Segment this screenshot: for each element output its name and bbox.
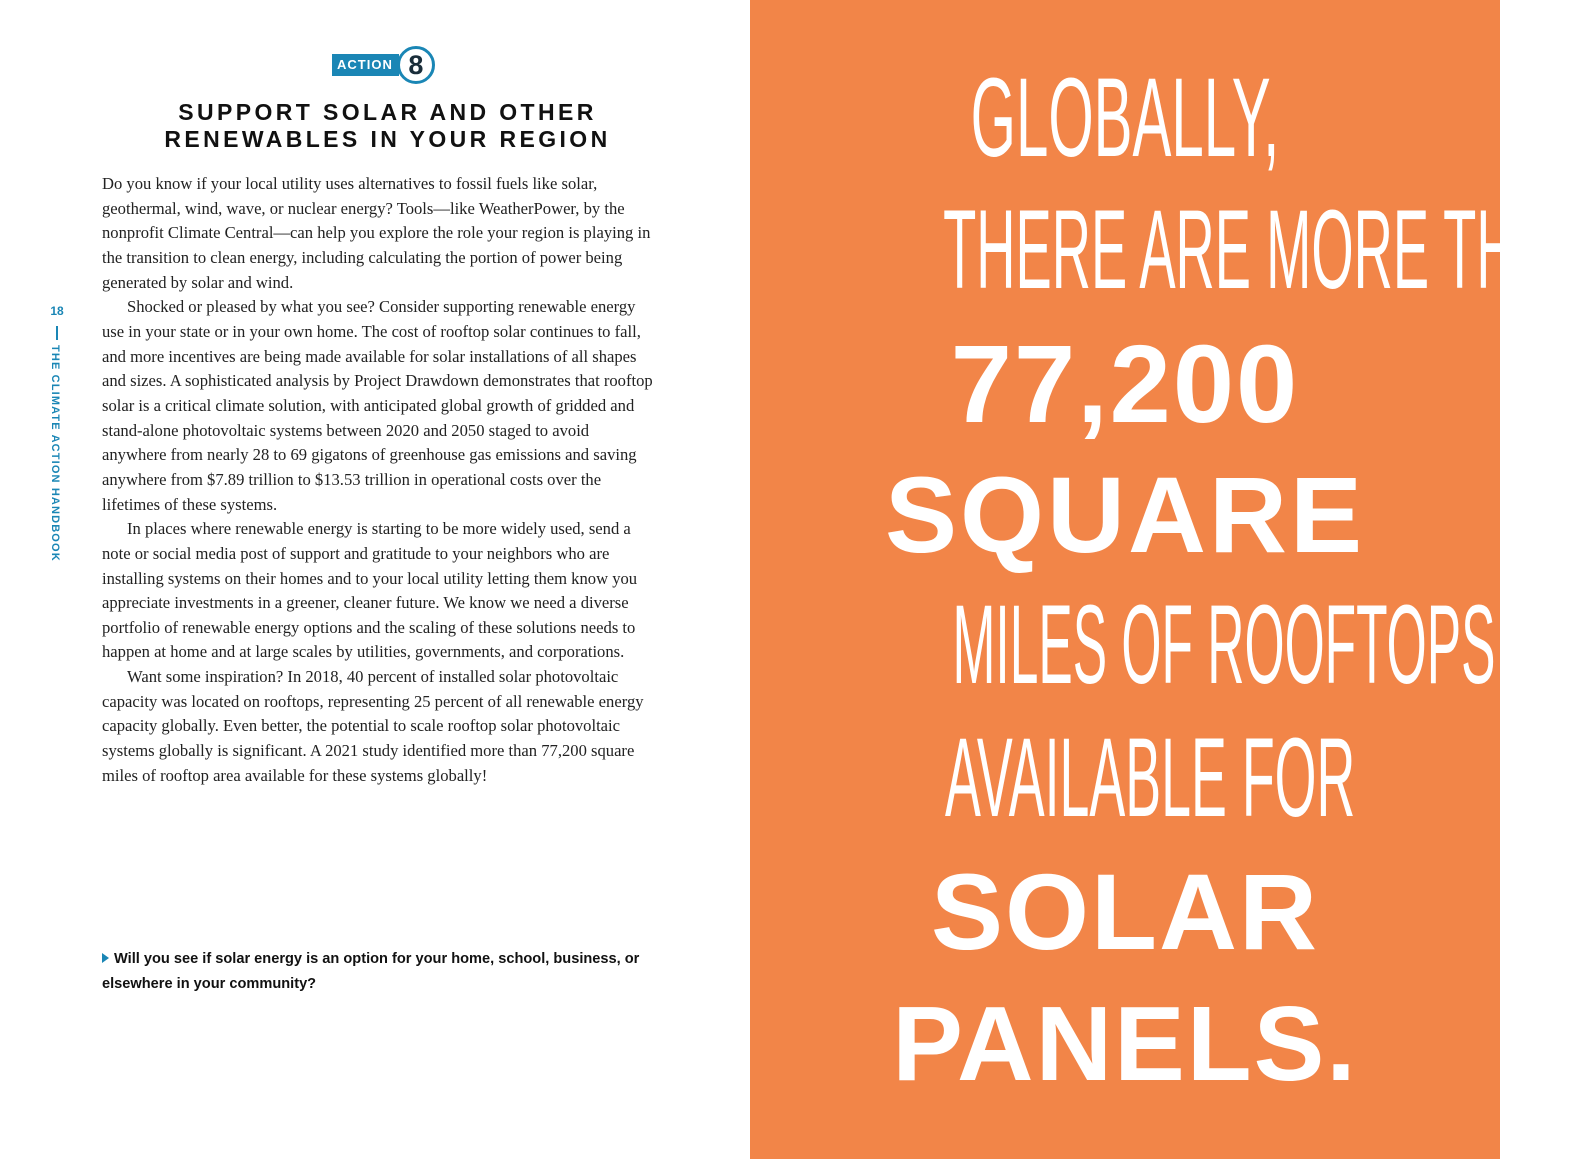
body-paragraph-2: Shocked or pleased by what you see? Consider supporting renewable energy use in your state or in your own home. The cost of rooftop solar continues to fall, and more incentives are being made available for solar installations of all shapes and sizes. A sophisticated analysis by Project Drawdown demonstrates that rooftop solar is a critical climate solution, with anticipated global growth of gridded and stand-alone photovoltaic systems between 2020 and 2050 staged to avoid anywhere from nearly 28 to 69 gigatons of greenhouse gas emissions and saving anywhere from $7.89 trillion to $13.53 trillion in operational costs over the lifetimes of these systems. xyxy=(102,297,653,514)
page-number: 18 xyxy=(50,304,64,318)
pull-quote-line-1: GLOBALLY, xyxy=(970,55,1280,180)
pull-quote-line-8: PANELS. xyxy=(892,985,1358,1103)
heading-line-2: RENEWABLES IN YOUR REGION xyxy=(164,126,611,152)
heading-line-1: SUPPORT SOLAR AND OTHER xyxy=(178,99,597,125)
pull-quote-line-2: THERE ARE MORE THAN xyxy=(943,187,1591,312)
right-page-pull-quote xyxy=(750,0,1591,1159)
pull-quote-line-7: SOLAR xyxy=(931,851,1319,972)
running-divider xyxy=(56,326,58,340)
action-question xyxy=(102,947,654,996)
body-paragraph-1: Do you know if your local utility uses alternatives to fossil fuels like solar, geothermal, wind, wave, or nuclear energy? Tools—like WeatherPower, by the nonprofit Climate Central—can help you explore the role your region is playing in the transition to clean energy, including calculating the portion of power being generated by solar and wind. xyxy=(102,174,651,292)
body-paragraph-3: In places where renewable energy is starting to be more widely used, send a note or social media post of support and gratitude to your neighbors who are installing systems on their homes and to your local utility letting them know you appreciate investments in a greener, cleaner future. We know we need a diverse portfolio of renewable energy options and the scaling of these solutions needs to happen at home and at large scales by utilities, governments, and corporations. xyxy=(102,519,638,662)
running-title: THE CLIMATE ACTION HANDBOOK xyxy=(49,345,61,562)
body-text xyxy=(102,172,654,788)
left-page xyxy=(0,0,750,1159)
question-text: Will you see if solar energy is an option for your home, school, business, or elsewhere in your community? xyxy=(102,951,640,992)
triangle-arrow-icon xyxy=(102,953,109,963)
pull-quote-line-3: 77,200 xyxy=(950,323,1300,446)
pull-quote-line-4: SQUARE xyxy=(884,454,1366,575)
body-paragraph-4: Want some inspiration? In 2018, 40 percent of installed solar photovoltaic capacity was located on rooftops, representing 25 percent of all renewable energy capacity globally. Even better, the potential to scale rooftop solar photovoltaic systems globally is significant. A 2021 study identified more than 77,200 square miles of rooftop area available for these systems globally! xyxy=(102,667,644,785)
action-label: ACTION xyxy=(332,54,399,76)
action-number-circle: 8 xyxy=(397,46,435,84)
action-badge xyxy=(332,42,435,88)
page-heading xyxy=(100,99,675,153)
pull-quote-line-6: AVAILABLE FOR xyxy=(945,715,1356,840)
pull-quote-line-5: MILES OF ROOFTOPS xyxy=(952,582,1496,707)
